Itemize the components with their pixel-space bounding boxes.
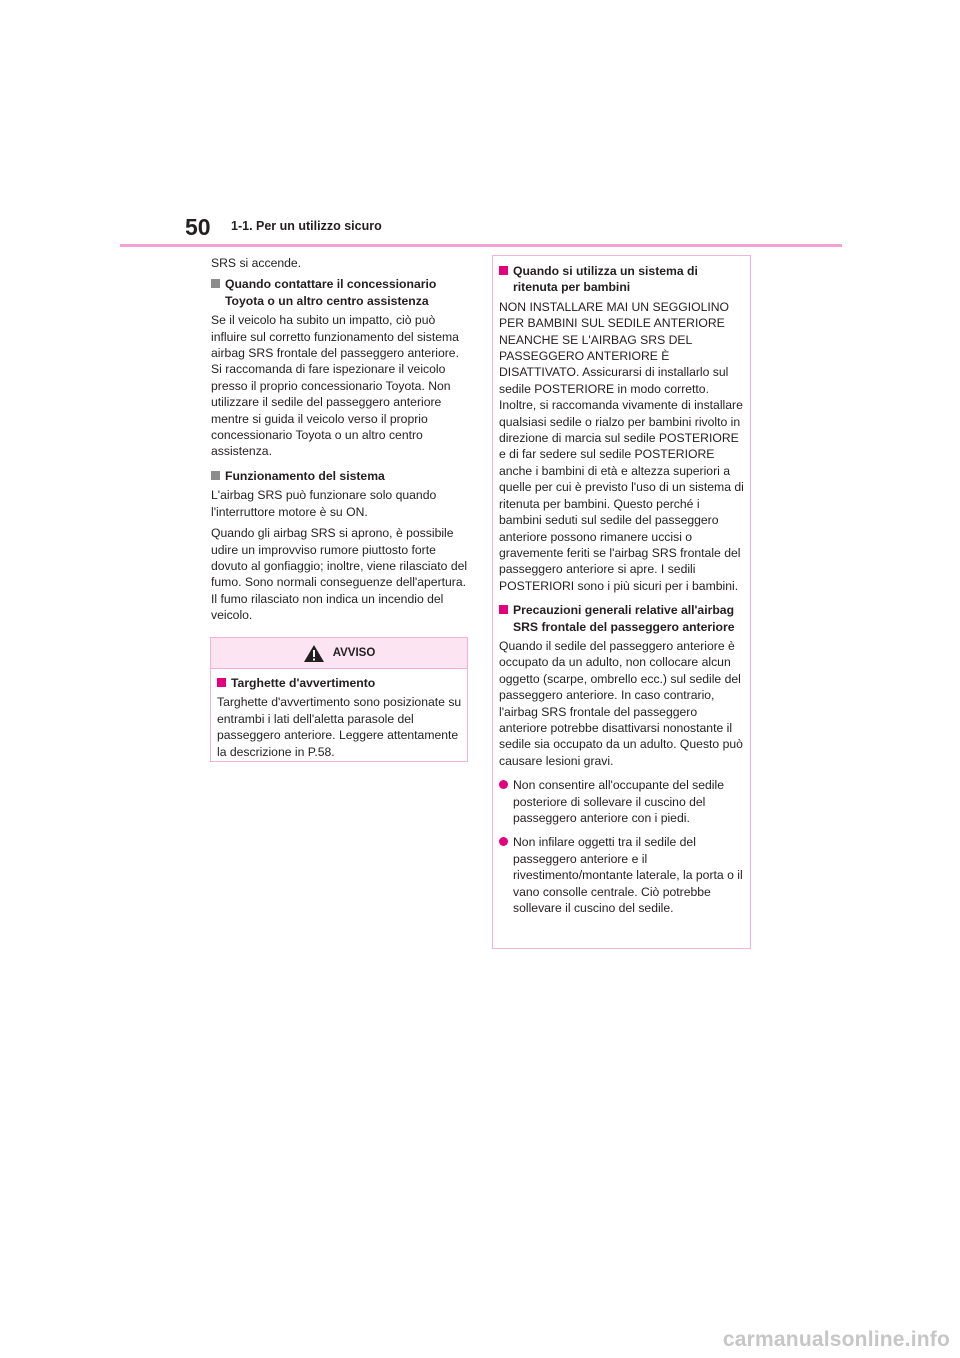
page-number: 50	[185, 214, 211, 240]
precaution-text: Quando il sedile del passeggero anteriore è occupato da un adulto, non collocare alcun oggetto (scarpe, ombrello ecc.) sul sedile del passeggero anteriore. In caso contrario, l'airbag SRS frontale del passeggero anteriore potrebbe disattivarsi nonostante il sedile sia occupato da un adulto. Questo può causare lesioni gravi.	[499, 638, 743, 768]
warning-heading-text: Targhette d'avvertimento	[231, 676, 376, 690]
round-bullet-icon	[499, 837, 508, 846]
intro-text: SRS si accende.	[211, 256, 302, 270]
warning-triangle-icon	[303, 644, 325, 663]
caution-box	[492, 255, 751, 949]
round-bullet-icon	[499, 780, 508, 789]
warning-heading	[217, 675, 462, 691]
bullet-item	[499, 777, 745, 826]
watermark: carmanualsonline.info	[722, 1328, 950, 1351]
section-title: 1-1. Per un utilizzo sicuro	[231, 219, 382, 233]
function-text-1: L'airbag SRS può funzionare solo quando l'interruttore motore è su ON.	[211, 488, 437, 519]
child-seat-heading	[499, 263, 745, 296]
bullet-text: Non consentire all'occupante del sedile posteriore di sollevare il cuscino del passeggero anteriore con i piedi.	[513, 778, 725, 825]
warning-text: Targhette d'avvertimento sono posizionate su entrambi i lati dell'aletta parasole del passeggero anteriore. Leggere attentamente la descrizione in P.58.	[217, 695, 462, 759]
precaution-heading	[499, 602, 745, 635]
function-heading	[211, 468, 471, 484]
warning-box-header	[211, 638, 467, 669]
warning-box	[210, 637, 468, 762]
square-bullet-icon	[211, 471, 220, 480]
warning-title: AVVISO	[332, 647, 376, 659]
header-divider	[120, 244, 842, 247]
bullet-item	[499, 834, 745, 916]
dealer-text: Se il veicolo ha subito un impatto, ciò può influire sul corretto funzionamento del sistema airbag SRS frontale del passeggero anteriore. Si raccomanda di fare ispezionare il veicolo presso il proprio concessionario Toyota. Non utilizzare il sedile del passeggero anteriore mentre si guida il veicolo verso il proprio concessionario Toyota o un altro centro assistenza.	[211, 313, 459, 459]
bullet-text: Non infilare oggetti tra il sedile del passeggero anteriore e il rivestimento/montante laterale, la porta o il vano consolle centrale. Ciò potrebbe sollevare il cuscino del sedile.	[513, 835, 743, 916]
precaution-heading-text: Precauzioni generali relative all'airbag SRS frontale del passeggero anteriore	[513, 603, 735, 634]
square-bullet-icon	[217, 678, 226, 687]
left-column	[211, 255, 471, 629]
warning-box-body	[211, 669, 467, 760]
square-bullet-icon	[211, 279, 220, 288]
dealer-heading-text: Quando contattare il concessionario Toyota o un altro centro assistenza	[225, 277, 437, 308]
function-heading-text: Funzionamento del sistema	[225, 468, 385, 483]
square-bullet-icon	[499, 266, 508, 275]
dealer-heading	[211, 276, 471, 309]
function-text-2: Quando gli airbag SRS si aprono, è possibile udire un improvviso rumore piuttosto forte dovuto al gonfiaggio; inoltre, viene rilasciato del fumo. Sono normali conseguenze dell'apertura. Il fumo rilasciato non indica un incendio del veicolo.	[211, 526, 468, 623]
child-seat-text: NON INSTALLARE MAI UN SEGGIOLINO PER BAMBINI SUL SEDILE ANTERIORE NEANCHE SE L'AIRBAG SRS DEL PASSEGGERO ANTERIORE È DISATTIVATO. Assicurarsi di installarlo sul sedile POSTERIORE in modo corretto. Inoltre, si raccomanda vivamente di installare qualsiasi sedile o rialzo per bambini rivolto in direzione di marcia sul sedile POSTERIORE e di far sedere sul sedile POSTERIORE anche i bambini di età e altezza superiori a quelle per cui è previsto l'uso di un sistema di ritenuta per bambini. Questo perché i bambini seduti sul sedile del passeggero anteriore possono rimanere uccisi o gravemente feriti se l'airbag SRS frontale del passeggero anteriore si apre. I sedili POSTERIORI sono i più sicuri per i bambini.	[499, 299, 744, 593]
child-seat-heading-text: Quando si utilizza un sistema di ritenuta per bambini	[513, 264, 698, 295]
square-bullet-icon	[499, 605, 508, 614]
